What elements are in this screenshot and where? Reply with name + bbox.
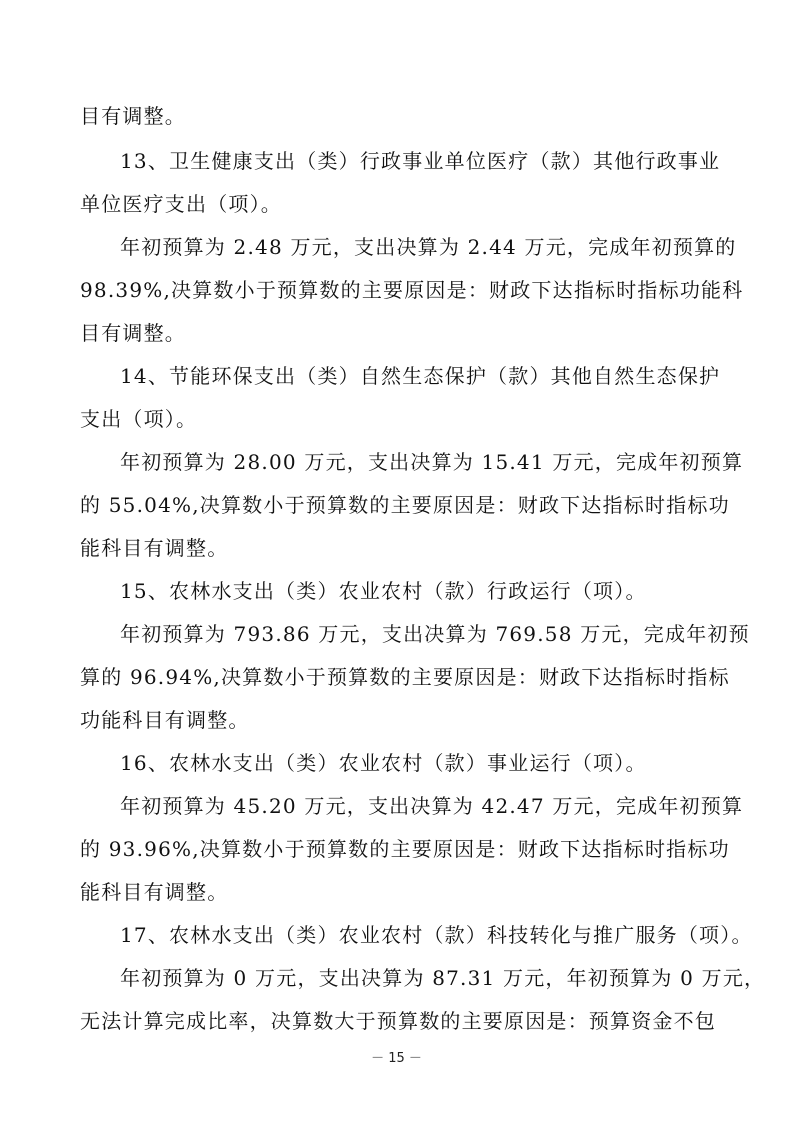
text-line: 年初预算为 45.20 万元，支出决算为 42.47 万元，完成年初预算 (120, 794, 744, 818)
section-heading-13: 13、卫生健康支出（类）行政事业单位医疗（款）其他行政事业 (120, 149, 721, 173)
text-line: 98.39%,决算数小于预算数的主要原因是：财政下达指标时指标功能科 (80, 278, 744, 302)
text-line: 的 93.96%,决算数小于预算数的主要原因是：财政下达指标时指标功 (80, 837, 730, 861)
section-heading-14: 14、节能环保支出（类）自然生态保护（款）其他自然生态保护 (120, 364, 721, 388)
text-line: 单位医疗支出（项）。 (80, 192, 282, 216)
text-line: 支出（项）。 (80, 407, 198, 431)
text-line: 无法计算完成比率，决算数大于预算数的主要原因是：预算资金不包 (80, 1009, 716, 1033)
section-heading-17: 17、农林水支出（类）农业农村（款）科技转化与推广服务（项）。 (120, 923, 753, 947)
text-line: 目有调整。 (80, 104, 186, 128)
text-line: 年初预算为 2.48 万元，支出决算为 2.44 万元，完成年初预算的 (120, 235, 737, 259)
page-number: － 15 － (371, 1051, 422, 1066)
section-heading-15: 15、农林水支出（类）农业农村（款）行政运行（项）。 (120, 579, 647, 603)
text-line: 年初预算为 0 万元，支出决算为 87.31 万元，年初预算为 0 万元， (120, 966, 766, 990)
text-line: 能科目有调整。 (80, 880, 229, 904)
text-line: 目有调整。 (80, 321, 186, 345)
text-line: 的 55.04%,决算数小于预算数的主要原因是：财政下达指标时指标功 (80, 493, 730, 517)
text-line: 年初预算为 793.86 万元，支出决算为 769.58 万元，完成年初预 (120, 622, 750, 646)
text-line: 算的 96.94%,决算数小于预算数的主要原因是：财政下达指标时指标 (80, 665, 730, 689)
text-line: 功能科目有调整。 (80, 708, 250, 732)
text-line: 能科目有调整。 (80, 536, 229, 560)
text-line: 年初预算为 28.00 万元，支出决算为 15.41 万元，完成年初预算 (120, 450, 744, 474)
section-heading-16: 16、农林水支出（类）农业农村（款）事业运行（项）。 (120, 751, 647, 775)
